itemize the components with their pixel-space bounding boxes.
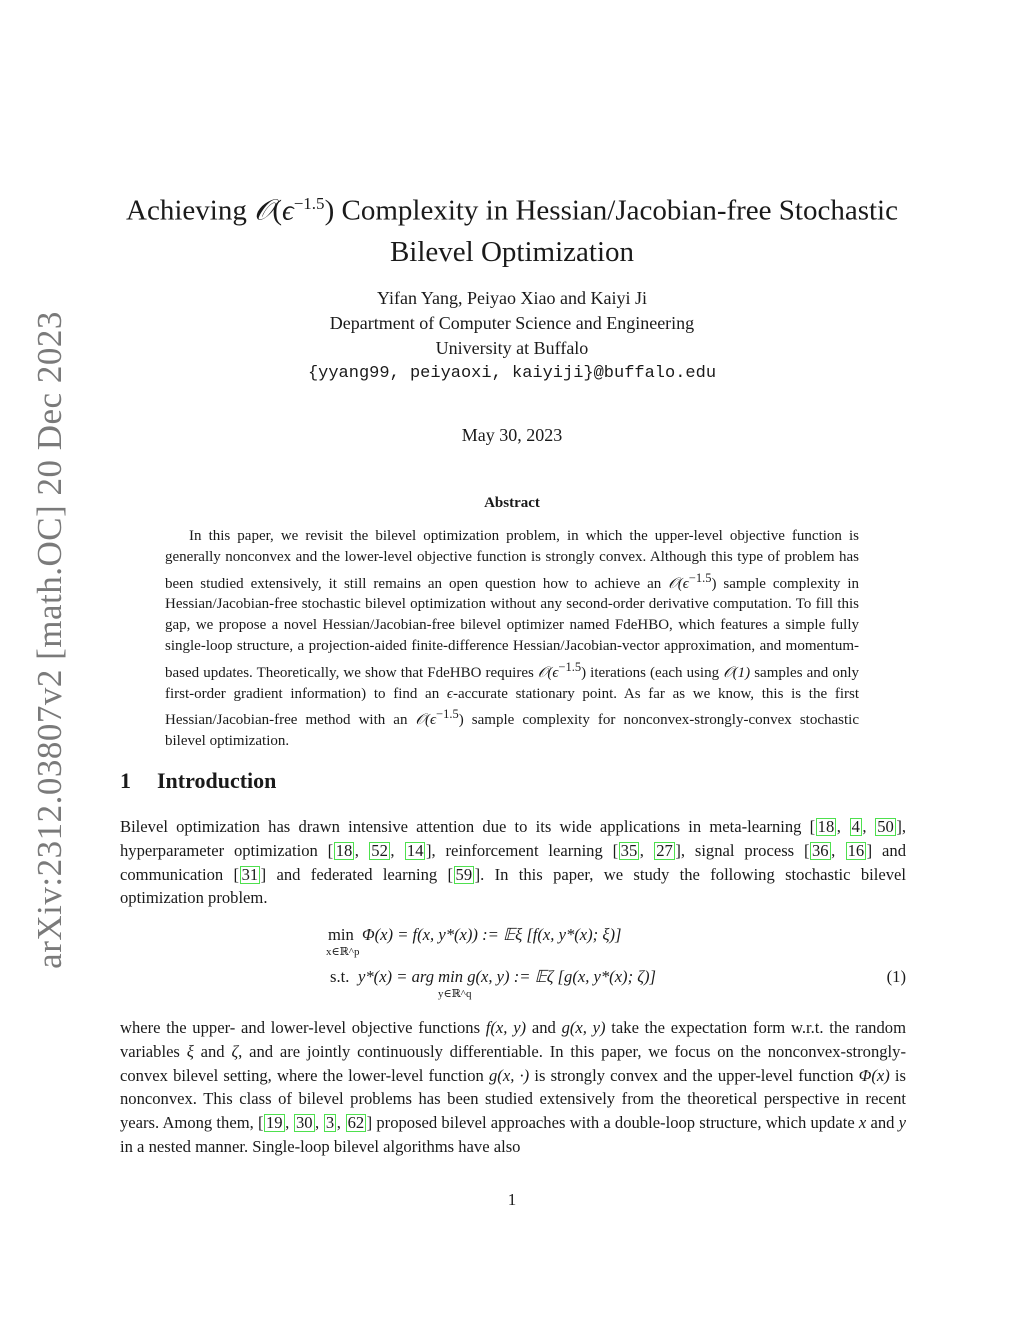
- intro-paragraph-2: where the upper- and lower-level objective functions f(x, y) and g(x, y) take the expectation form w.r.t. the random variables ξ and ζ, and are jointly continuously differentiable. In this paper, we focus on the nonconvex-strongly-convex bilevel setting, where the lower-level function g(x, ·) is strongly convex and the upper-level function Φ(x) is nonconvex. This class of bilevel problems has been studied extensively from the theoretical perspective in recent years. Among them, [ 19 , 30 , 3 , 62 ] proposed bilevel approaches with a double-loop structure, which update x and y in a nested manner. Single-loop bilevel algorithms have also: [120, 1018, 907, 1156]
- citation-link[interactable]: 50: [877, 817, 894, 836]
- intro-paragraph-1: Bilevel optimization has drawn intensive attention due to its wide applications in meta-learning [ 18 , 4 , 50 ], hyperparameter optimization [ 18 , 52 , 14 ], reinforcement learning [ 35 , 27 ], signal process [ 36 , 16 ] and communication [ 31 ] and federated learning [ 59 ]. In this paper, we study the following stochastic bilevel optimization problem.: [120, 817, 907, 908]
- citation-link[interactable]: 59: [455, 864, 473, 884]
- author-email: {yyang99, peiyaoxi, kaiyiji}@buffalo.edu: [307, 364, 717, 383]
- citation-link[interactable]: 19: [266, 1113, 283, 1133]
- citation-link[interactable]: 18: [335, 840, 353, 860]
- citation-link[interactable]: 4: [851, 817, 860, 836]
- equation-number: (1): [886, 967, 906, 986]
- author-names: Yifan Yang, Peiyao Xiao and Kaiyi Ji: [377, 288, 647, 308]
- equation-1: [120, 925, 906, 1007]
- equation-st-label: s.t.: [330, 967, 350, 986]
- citation-link[interactable]: 3: [325, 1113, 335, 1133]
- citation-link[interactable]: 30: [295, 1113, 313, 1133]
- citation-link[interactable]: 14: [406, 840, 424, 860]
- abstract-heading: Abstract: [484, 495, 540, 511]
- citation-link[interactable]: 35: [620, 840, 638, 860]
- author-block: [112, 286, 912, 386]
- arxiv-identifier-text: arXiv:2312.03807v2 [math.OC] 20 Dec 2023: [30, 311, 69, 969]
- section-heading-introduction: [120, 768, 276, 794]
- section-title: Introduction: [157, 768, 277, 793]
- equation-min-subscript: x∈ℝ^p: [326, 946, 360, 958]
- equation-line-2: y*(x) = arg min g(x, y) := 𝔼ζ [g(x, y*(x); ζ)]: [358, 967, 656, 986]
- citation-link[interactable]: 18: [817, 817, 835, 836]
- equation-argmin-subscript: y∈ℝ^q: [438, 988, 472, 1000]
- arxiv-identifier: [30, 311, 70, 969]
- equation-line-1: Φ(x) = f(x, y*(x)) := 𝔼ξ [f(x, y*(x); ξ)]: [362, 925, 622, 944]
- citation-link[interactable]: 27: [656, 840, 673, 860]
- citation-link[interactable]: 36: [811, 840, 829, 860]
- paper-date: May 30, 2023: [461, 425, 563, 445]
- citation-link[interactable]: 52: [371, 840, 388, 860]
- author-department: Department of Computer Science and Engineering: [329, 313, 695, 333]
- citation-link[interactable]: 31: [241, 864, 259, 884]
- author-university: University at Buffalo: [435, 338, 589, 358]
- citation-link[interactable]: 16: [847, 840, 865, 860]
- paper-title: Achieving $𝒪(\epsilon^{-1.5})$ Complexity in Hessian/Jacobian-free Stochastic Bilevel Optimization: [126, 194, 898, 268]
- equation-min-operator: min: [328, 925, 354, 944]
- abstract-text: In this paper, we revisit the bilevel optimization problem, in which the upper-level objective function is generally nonconvex and the lower-level objective function is strongly convex. Although this type of problem has been studied extensively, it still remains an open question how to achieve an $𝒪(\epsilon^{-1.5})$ sample complexity in Hessian/Jacobian-free stochastic bilevel optimization without any second-order derivative computation. To fill this gap, we propose a novel Hessian/Jacobian-free bilevel optimizer named FdeHBO, which features a simple fully single-loop structure, a projection-aided finite-difference Hessian/Jacobian-vector approximation, and momentum-based updates. Theoretically, we show that FdeHBO requires $𝒪(\epsilon^{-1.5})$ iterations (each using 𝒪(1) samples and only first-order gradient information) to find an ϵ-accurate stationary point. As far as we know, this is the first Hessian/Jacobian-free method with an $𝒪(\epsilon^{-1.5})$ sample complexity for nonconvex-strongly-convex stochastic bilevel optimization.: [165, 528, 860, 750]
- citation-link[interactable]: 62: [347, 1113, 365, 1133]
- section-number: 1: [120, 768, 131, 793]
- page-number: 1: [507, 1190, 517, 1209]
